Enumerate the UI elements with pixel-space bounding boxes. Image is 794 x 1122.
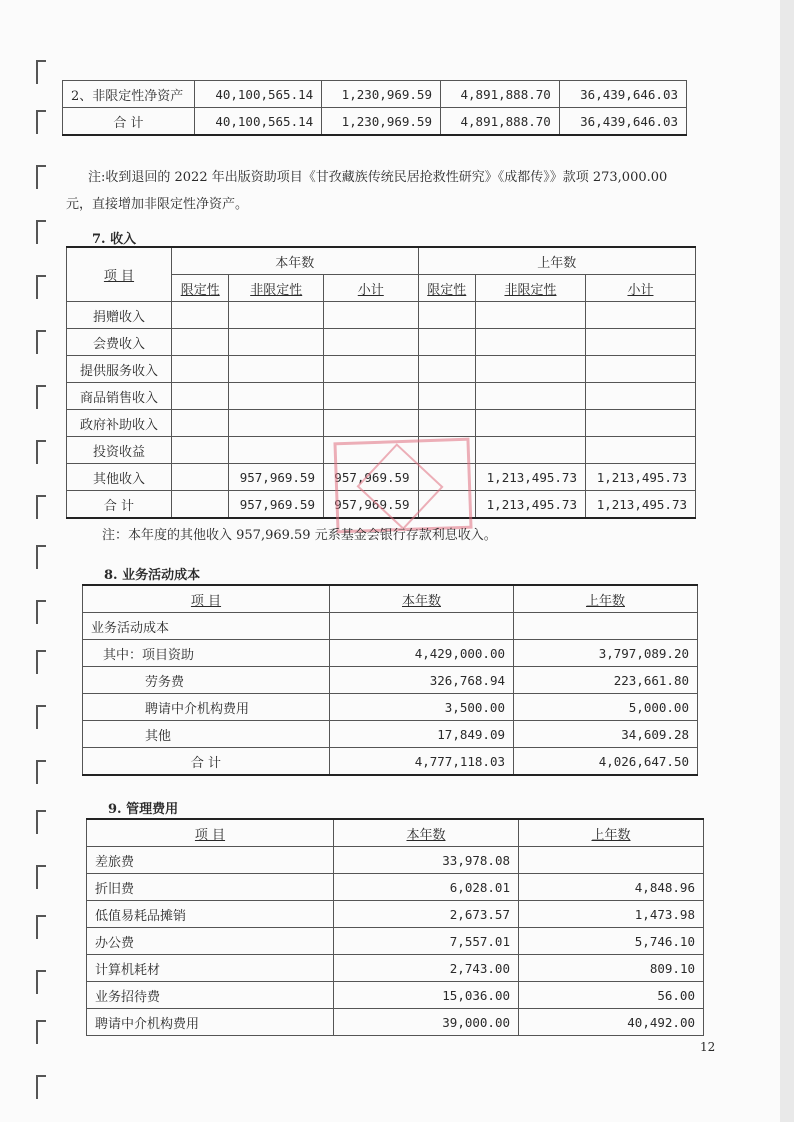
cell-value: 1,473.98: [519, 901, 704, 928]
cell-value: 1,213,495.73: [475, 491, 585, 519]
cell-value: [172, 491, 229, 519]
cell-value: 1,213,495.73: [585, 491, 695, 519]
row-label: 投资收益: [67, 437, 172, 464]
cell-value: 40,100,565.14: [195, 81, 322, 108]
cell-value: 1,213,495.73: [585, 464, 695, 491]
cell-value: [172, 464, 229, 491]
column-header: 非限定性: [475, 275, 585, 302]
cell-value: 40,492.00: [519, 1009, 704, 1036]
binder-ring: [36, 545, 46, 569]
column-header: 限定性: [418, 275, 475, 302]
cell-value: [172, 437, 229, 464]
binder-ring: [36, 705, 46, 729]
binder-ring: [36, 385, 46, 409]
binder-ring: [36, 330, 46, 354]
cell-value: 5,000.00: [514, 694, 698, 721]
binder-ring: [36, 1020, 46, 1044]
row-label: 2、非限定性净资产: [63, 81, 195, 108]
cell-value: [330, 613, 514, 640]
cell-value: 809.10: [519, 955, 704, 982]
column-header: [67, 247, 172, 302]
column-header: 非限定性: [229, 275, 324, 302]
row-label: 折旧费: [87, 874, 334, 901]
binder-ring: [36, 60, 46, 84]
row-label: 办公费: [87, 928, 334, 955]
cell-value: 4,026,647.50: [514, 748, 698, 776]
binder-ring: [36, 220, 46, 244]
binder-ring: [36, 865, 46, 889]
cell-value: 4,891,888.70: [440, 81, 559, 108]
cell-value: [323, 302, 418, 329]
cell-value: 7,557.01: [334, 928, 519, 955]
cell-value: [323, 329, 418, 356]
cell-value: [172, 383, 229, 410]
table-row: [83, 667, 698, 694]
cell-value: [229, 383, 324, 410]
table-row: [63, 108, 687, 136]
row-label: 其他收入: [67, 464, 172, 491]
cell-value: 5,746.10: [519, 928, 704, 955]
table-row: [67, 383, 696, 410]
column-header: 小计: [323, 275, 418, 302]
section-heading: 9. 管理费用: [108, 802, 179, 817]
column-header: 本年数: [172, 247, 419, 275]
cell-value: 40,100,565.14: [195, 108, 322, 136]
row-label: 提供服务收入: [67, 356, 172, 383]
cell-value: 3,500.00: [330, 694, 514, 721]
row-label: 合 计: [67, 491, 172, 519]
cell-value: [323, 356, 418, 383]
cell-value: 56.00: [519, 982, 704, 1009]
column-header: 小计: [585, 275, 695, 302]
table-row: [87, 928, 704, 955]
row-label: 劳务费: [83, 667, 330, 694]
row-label: 捐赠收入: [67, 302, 172, 329]
column-header: 上年数: [519, 819, 704, 847]
net-assets-note-line1: 注:收到退回的 2022 年出版资助项目《甘孜藏族传统民居抢救性研究》《成都传》》款项 273,000.00: [88, 170, 668, 185]
cell-value: 957,969.59: [229, 491, 324, 519]
table-row: [67, 410, 696, 437]
column-header: 上年数: [514, 585, 698, 613]
table-row: [83, 640, 698, 667]
cell-value: [585, 383, 695, 410]
binder-ring: [36, 915, 46, 939]
binder-rings: [0, 0, 48, 1122]
row-label: 业务招待费: [87, 982, 334, 1009]
cell-value: [585, 410, 695, 437]
cell-value: 2,743.00: [334, 955, 519, 982]
binder-ring: [36, 970, 46, 994]
cell-value: [172, 302, 229, 329]
cell-value: 17,849.09: [330, 721, 514, 748]
cell-value: [172, 410, 229, 437]
cell-value: [418, 383, 475, 410]
cell-value: 6,028.01: [334, 874, 519, 901]
row-label: 合 计: [63, 108, 195, 136]
cell-value: [519, 847, 704, 874]
table-row: [83, 613, 698, 640]
cell-value: 957,969.59: [323, 464, 418, 491]
table-row: [63, 81, 687, 108]
cell-value: [229, 410, 324, 437]
official-seal-stamp: [333, 438, 472, 534]
column-header: 本年数: [330, 585, 514, 613]
column-header: 项 目: [87, 819, 334, 847]
cell-value: 36,439,646.03: [559, 81, 686, 108]
table-row: [83, 721, 698, 748]
table-row: [83, 694, 698, 721]
cell-value: 1,230,969.59: [322, 81, 441, 108]
cell-value: 4,429,000.00: [330, 640, 514, 667]
row-label: 业务活动成本: [83, 613, 330, 640]
binder-ring: [36, 1075, 46, 1099]
cell-value: 2,673.57: [334, 901, 519, 928]
cell-value: [585, 356, 695, 383]
table-header-row: [67, 247, 696, 275]
cell-value: [475, 437, 585, 464]
binder-ring: [36, 760, 46, 784]
cell-value: 4,777,118.03: [330, 748, 514, 776]
income-note: 注：本年度的其他收入 957,969.59 元系基金会银行存款利息收入。: [102, 528, 497, 543]
cell-value: [229, 302, 324, 329]
row-label: 政府补助收入: [67, 410, 172, 437]
table-row: [67, 356, 696, 383]
row-label: 其中：项目资助: [83, 640, 330, 667]
row-label: 差旅费: [87, 847, 334, 874]
row-label: 其他: [83, 721, 330, 748]
cell-value: 39,000.00: [334, 1009, 519, 1036]
cell-value: [323, 383, 418, 410]
cell-value: [229, 329, 324, 356]
table-row: [87, 955, 704, 982]
cell-value: [585, 302, 695, 329]
cell-value: [323, 410, 418, 437]
column-header: 项 目: [83, 585, 330, 613]
page-edge: [780, 0, 794, 1122]
column-header: 上年数: [418, 247, 695, 275]
cell-value: [475, 410, 585, 437]
table-row: [67, 302, 696, 329]
cell-value: [229, 356, 324, 383]
cell-value: [475, 383, 585, 410]
binder-ring: [36, 650, 46, 674]
cell-value: 4,891,888.70: [440, 108, 559, 136]
row-label: 商品销售收入: [67, 383, 172, 410]
column-header: 限定性: [172, 275, 229, 302]
cell-value: 1,230,969.59: [322, 108, 441, 136]
binder-ring: [36, 275, 46, 299]
cell-value: [475, 329, 585, 356]
table-header-row: [87, 819, 704, 847]
table-row: [87, 874, 704, 901]
net-assets-note-line2: 元，直接增加非限定性净资产。: [66, 197, 249, 212]
business-cost-table: [82, 584, 698, 776]
management-expense-table: [86, 818, 704, 1036]
cell-value: 34,609.28: [514, 721, 698, 748]
row-label: 合 计: [83, 748, 330, 776]
cell-value: [172, 329, 229, 356]
cell-value: [229, 437, 324, 464]
cell-value: [585, 329, 695, 356]
table-row: [87, 847, 704, 874]
binder-ring: [36, 165, 46, 189]
cell-value: 3,797,089.20: [514, 640, 698, 667]
cell-value: [514, 613, 698, 640]
binder-ring: [36, 600, 46, 624]
column-header: 本年数: [334, 819, 519, 847]
cell-value: [172, 356, 229, 383]
cell-value: [585, 437, 695, 464]
cell-value: 36,439,646.03: [559, 108, 686, 136]
table-row: [87, 901, 704, 928]
cell-value: [418, 302, 475, 329]
row-label: 低值易耗品摊销: [87, 901, 334, 928]
binder-ring: [36, 110, 46, 134]
cell-value: [418, 356, 475, 383]
row-label: 聘请中介机构费用: [87, 1009, 334, 1036]
cell-value: 957,969.59: [323, 491, 418, 519]
table-row: [83, 748, 698, 776]
row-label: 计算机耗材: [87, 955, 334, 982]
row-label: 会费收入: [67, 329, 172, 356]
cell-value: [475, 356, 585, 383]
table-row: [87, 982, 704, 1009]
binder-ring: [36, 440, 46, 464]
cell-value: 957,969.59: [229, 464, 324, 491]
cell-value: [418, 410, 475, 437]
cell-value: [418, 329, 475, 356]
table-header-row: [83, 585, 698, 613]
section-heading: 8. 业务活动成本: [104, 568, 201, 583]
cell-value: 15,036.00: [334, 982, 519, 1009]
cell-value: 33,978.08: [334, 847, 519, 874]
cell-value: 326,768.94: [330, 667, 514, 694]
cell-value: 4,848.96: [519, 874, 704, 901]
net-assets-table: [62, 80, 687, 136]
cell-value: 223,661.80: [514, 667, 698, 694]
row-label: 聘请中介机构费用: [83, 694, 330, 721]
table-row: [87, 1009, 704, 1036]
table-row: [67, 329, 696, 356]
cell-value: [475, 302, 585, 329]
binder-ring: [36, 810, 46, 834]
page-number: 12: [700, 1040, 716, 1054]
column-header-label: 项 目: [103, 269, 135, 284]
cell-value: 1,213,495.73: [475, 464, 585, 491]
binder-ring: [36, 495, 46, 519]
section-heading: 7. 收入: [92, 232, 137, 247]
